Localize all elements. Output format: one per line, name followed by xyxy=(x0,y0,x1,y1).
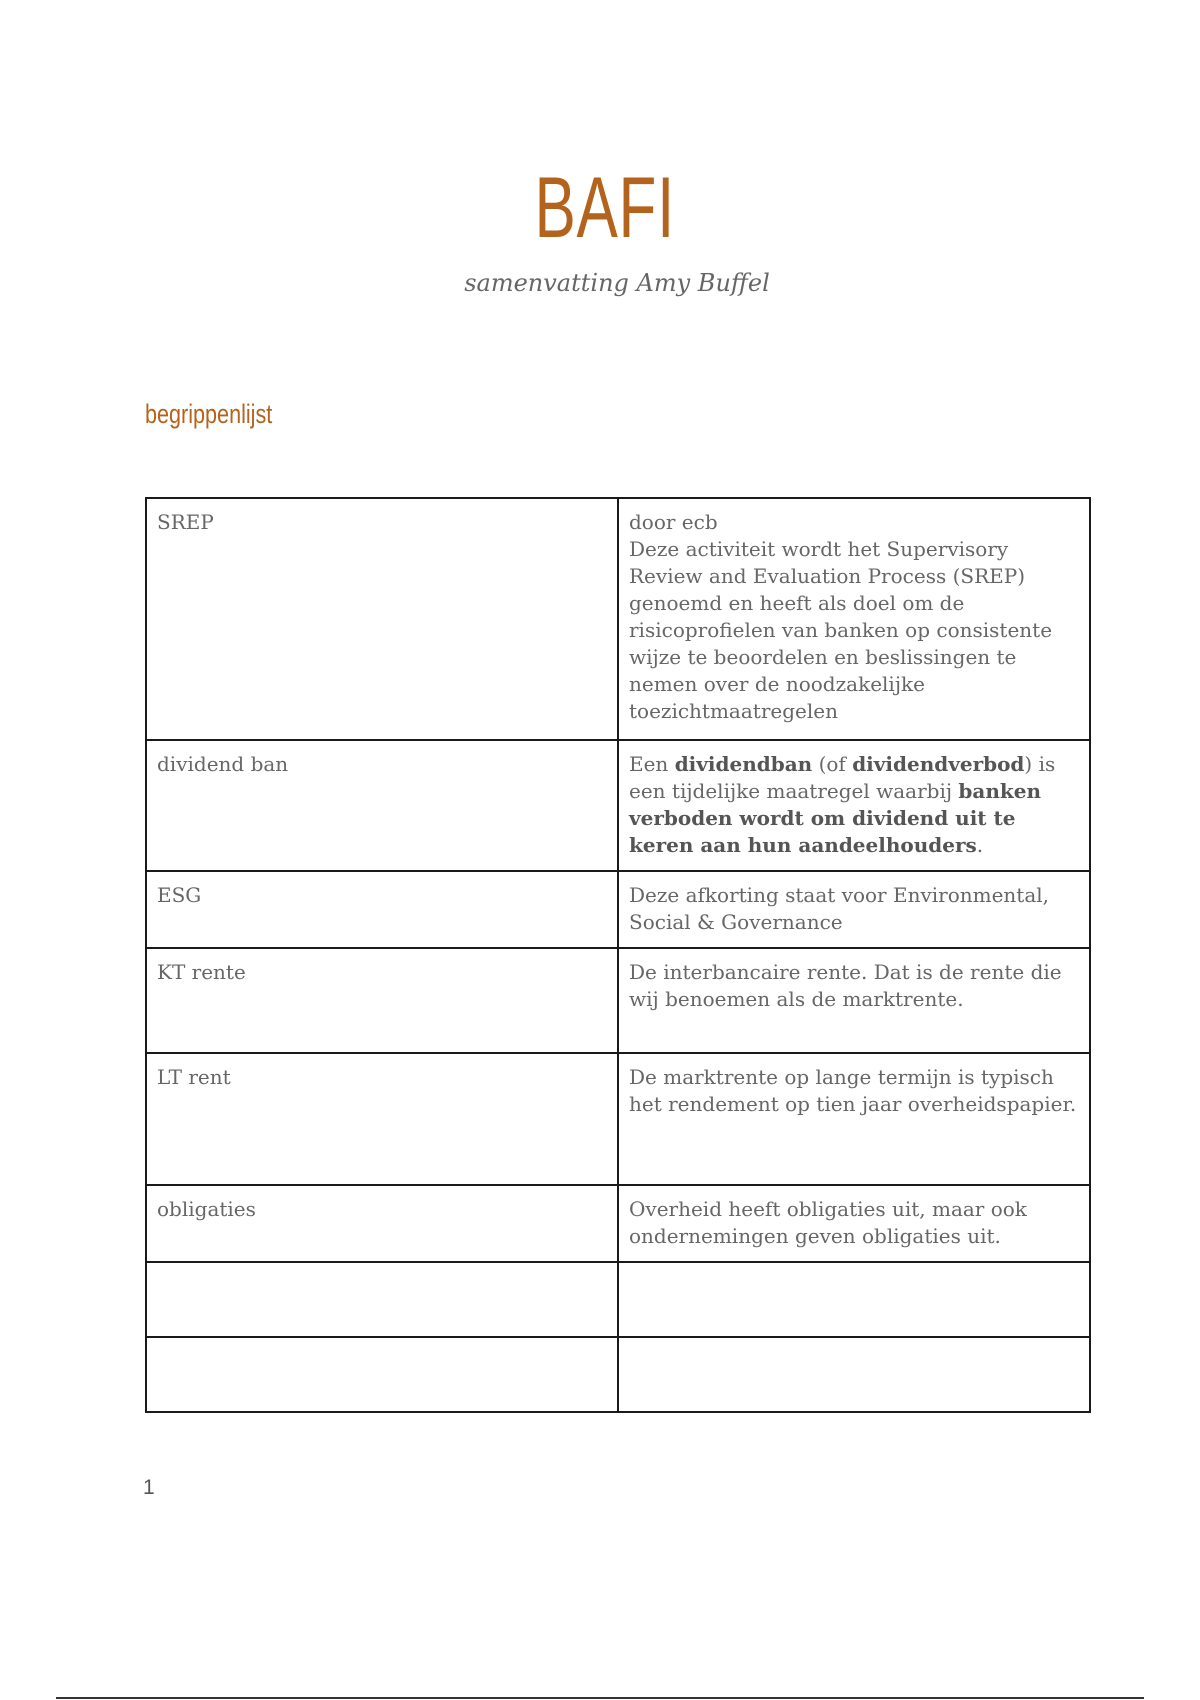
definition-cell: De interbancaire rente. Dat is de rente die wij benoemen als de marktrente. xyxy=(618,948,1090,1053)
section-heading: begrippenlijst xyxy=(145,399,273,429)
definition-text: ) is een tijdelijke maatregel waarbij xyxy=(629,752,1056,803)
definition-text: Een xyxy=(629,752,675,776)
document-title: BAFI xyxy=(534,160,676,256)
definition-line: door ecb xyxy=(629,510,718,534)
table-row xyxy=(146,498,1090,740)
page-number: 1 xyxy=(143,1476,155,1499)
term-cell: LT rent xyxy=(146,1053,618,1185)
table-row xyxy=(146,1337,1090,1412)
table-row xyxy=(146,1053,1090,1185)
document-subtitle: samenvatting Amy Buffel xyxy=(464,269,770,297)
definition-bold-text: dividendban xyxy=(674,752,813,776)
definition-cell xyxy=(618,498,1090,740)
term-cell: SREP xyxy=(146,498,618,740)
term-cell: obligaties xyxy=(146,1185,618,1262)
table-row xyxy=(146,1262,1090,1337)
definition-cell xyxy=(618,1337,1090,1412)
term-cell: KT rente xyxy=(146,948,618,1053)
table-row xyxy=(146,1185,1090,1262)
term-cell: dividend ban xyxy=(146,740,618,871)
definition-cell: Overheid heeft obligaties uit, maar ook ondernemingen geven obligaties uit. xyxy=(618,1185,1090,1262)
table-row xyxy=(146,948,1090,1053)
definition-text: . xyxy=(976,833,984,857)
definition-bold-text: dividendverbod xyxy=(852,752,1025,776)
definition-cell xyxy=(618,740,1090,871)
definition-cell: Deze afkorting staat voor Environmental, Social & Governance xyxy=(618,871,1090,948)
glossary-table xyxy=(145,497,1091,1413)
term-cell: ESG xyxy=(146,871,618,948)
page-divider xyxy=(56,1697,1144,1699)
definition-bold-text: banken verboden wordt om dividend uit te keren aan hun aandeelhouders xyxy=(629,779,1042,857)
definition-cell: De marktrente op lange termijn is typisch het rendement op tien jaar overheidspapier. xyxy=(618,1053,1090,1185)
term-cell xyxy=(146,1262,618,1337)
term-cell xyxy=(146,1337,618,1412)
definition-text: (of xyxy=(812,752,853,776)
table-row xyxy=(146,740,1090,871)
definition-text: Deze activiteit wordt het Supervisory Review and Evaluation Process (SREP) genoemd en heeft als doel om de risicoprofielen van banken op consistente wijze te beoordelen en beslissingen te nemen over de noodzakelijke toezichtmaatregelen xyxy=(629,537,1053,723)
table-row xyxy=(146,871,1090,948)
definition-cell xyxy=(618,1262,1090,1337)
